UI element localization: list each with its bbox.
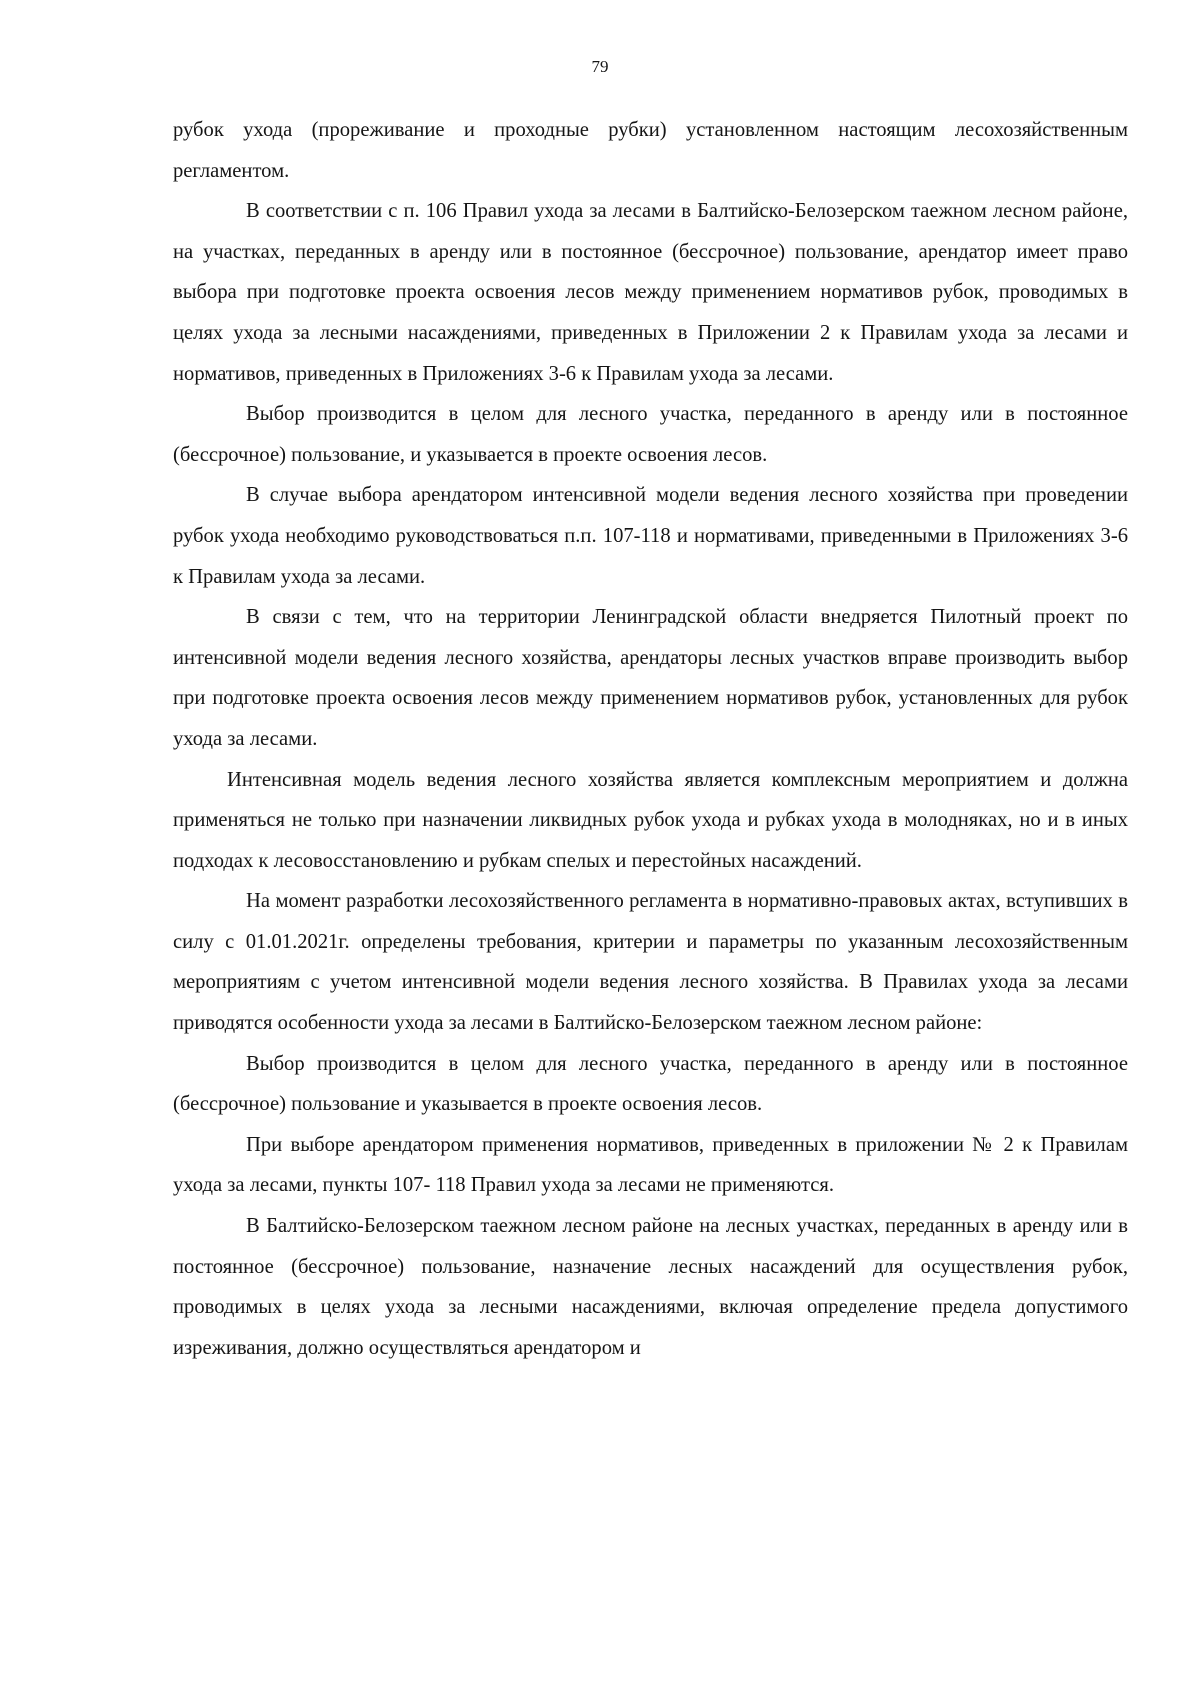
paragraph: В связи с тем, что на территории Ленинградской области внедряется Пилотный проект по интенсивной модели ведения лесного хозяйства, арендаторы лесных участков вправе производить выбор при подготовке проекта освоения лесов между применением нормативов рубок, установленных для рубок ухода за лесами. — [173, 606, 1128, 750]
paragraph: При выборе арендатором применения нормативов, приведенных в приложении № 2 к Правилам ухода за лесами, пункты 107- 118 Правил ухода за лесами не применяются. — [173, 1133, 1128, 1197]
paragraph: На момент разработки лесохозяйственного регламента в нормативно-правовых актах, вступивших в силу с 01.01.2021г. определены требования, критерии и параметры по указанным лесохозяйственным мероприятиям с учетом интенсивной модели ведения лесного хозяйства. В Правилах ухода за лесами приводятся особенности ухода за лесами в Балтийско-Белозерском таежном лесном районе: — [173, 890, 1128, 1035]
paragraph: В соответствии с п. 106 Правил ухода за лесами в Балтийско-Белозерском таежном лесном районе, на участках, переданных в аренду или в постоянное (бессрочное) пользование, арендатор имеет право выбора при подготовке проекта освоения лесов между применением нормативов рубок, проводимых в целях ухода за лесными насаждениями, приведенных в Приложении 2 к Правилам ухода за лесами и нормативов, приведенных в Приложениях 3-6 к Правилам ухода за лесами. — [173, 200, 1128, 385]
paragraph: Выбор производится в целом для лесного участка, переданного в аренду или в постоянное (бессрочное) пользование, и указывается в проекте освоения лесов. — [173, 403, 1128, 466]
document-body — [173, 110, 1128, 1368]
paragraph-continuation: рубок ухода (прореживание и проходные рубки) установленном настоящим лесохозяйственным регламентом. — [173, 119, 1128, 182]
page-number: 79 — [591, 57, 609, 76]
paragraph: Выбор производится в целом для лесного участка, переданного в аренду или в постоянное (бессрочное) пользование и указывается в проекте освоения лесов. — [173, 1052, 1128, 1116]
paragraph: Интенсивная модель ведения лесного хозяйства является комплексным мероприятием и должна применяться не только при назначении ликвидных рубок ухода и рубках ухода в молодняках, но и в иных подходах к лесовосстановлению и рубкам спелых и перестойных насаждений. — [173, 768, 1128, 872]
paragraph: В случае выбора арендатором интенсивной модели ведения лесного хозяйства при проведении рубок ухода необходимо руководствоваться п.п. 107-118 и нормативами, приведенными в Приложениях 3-6 к Правилам ухода за лесами. — [173, 484, 1128, 588]
paragraph: В Балтийско-Белозерском таежном лесном районе на лесных участках, переданных в аренду или в постоянное (бессрочное) пользование, назначение лесных насаждений для осуществления рубок, проводимых в целях ухода за лесными насаждениями, включая определение предела допустимого изреживания, должно осуществляться арендатором и — [173, 1215, 1128, 1359]
